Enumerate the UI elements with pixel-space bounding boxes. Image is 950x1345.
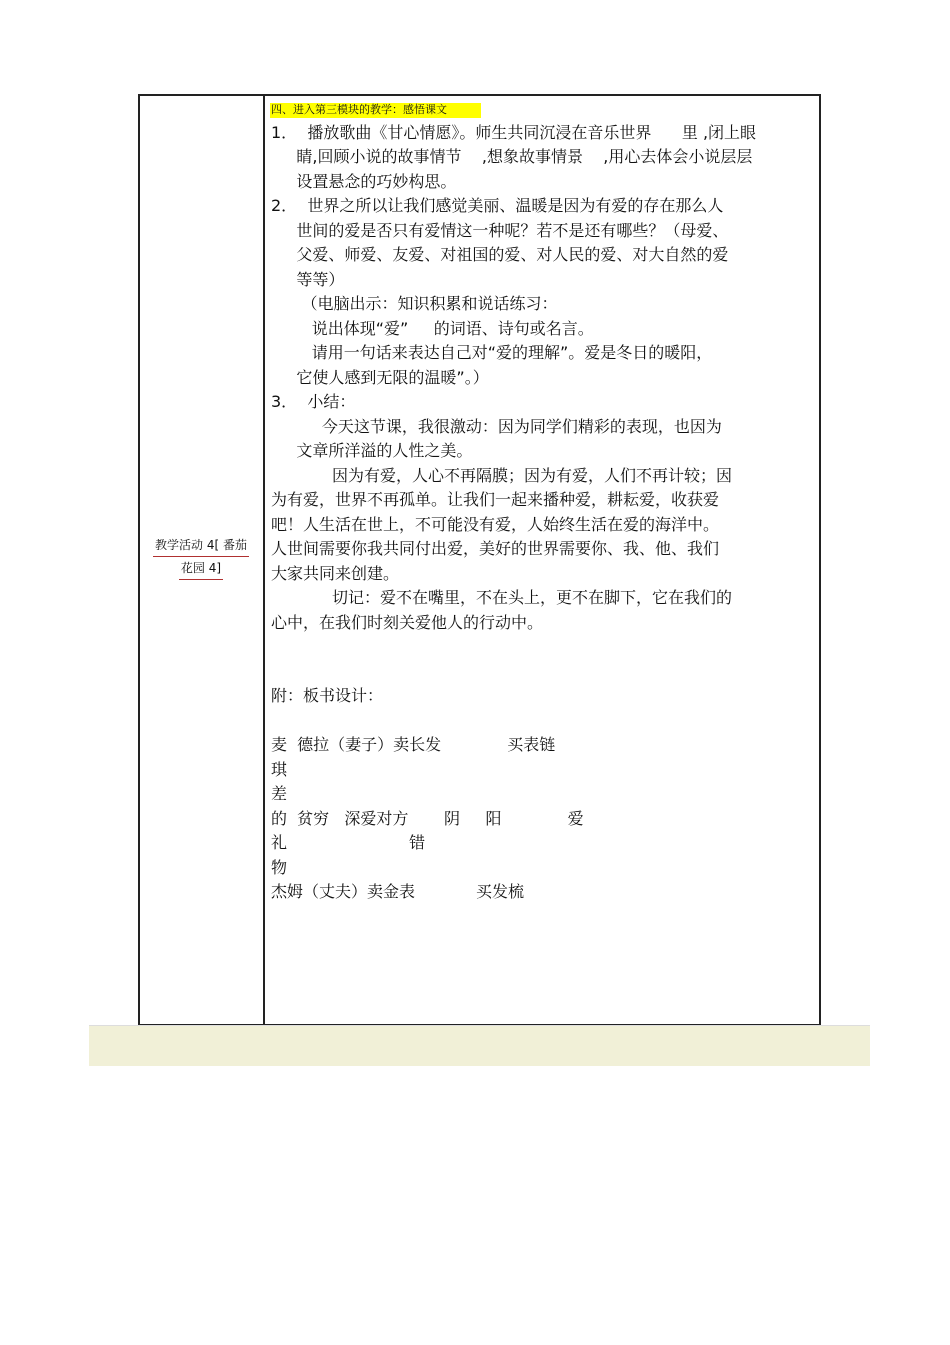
activity-label-line2: 花园 4]: [179, 557, 223, 580]
body-line: 世间的爱是否只有爱情这一种呢？若不是还有哪些？（母爱、: [271, 220, 729, 240]
board-line: 杰姆（丈夫）卖金表 买发梳: [271, 882, 525, 901]
board-line: 的 贫穷 深爱对方 阴 阳 爱: [271, 808, 584, 828]
body-line: 因为有爱，人心不再隔膜；因为有爱，人们不再计较；因: [271, 465, 733, 485]
body-line: 吧！人生活在世上，不可能没有爱，人始终生活在爱的海洋中。: [271, 514, 720, 534]
body-line: 请用一句话来表达自己对“爱的理解”。爱是冬日的暖阳，: [271, 343, 713, 362]
body-line: [271, 635, 811, 660]
footer-band: [89, 1025, 870, 1066]
activity-label: [143, 534, 259, 580]
body-line: 人世间需要你我共同付出爱，美好的世界需要你、我、他、我们: [271, 539, 720, 558]
board-line: 物: [271, 857, 288, 877]
board-line: 差: [271, 784, 288, 803]
body-line: 附：板书设计：: [271, 686, 384, 705]
board-line: 麦 德拉（妻子）卖长发 买表链: [271, 735, 556, 754]
lesson-table: [138, 94, 821, 1026]
body-line: 1． 播放歌曲《甘心情愿》。师生共同沉浸在音乐世界 里 ,闭上眼: [271, 122, 757, 142]
body-line: [271, 660, 811, 685]
section-heading: 四、进入第三模块的教学：感悟课文: [270, 103, 481, 118]
board-line: 琪: [271, 759, 288, 779]
body-line: 2． 世界之所以让我们感觉美丽、温暖是因为有爱的存在那么人: [271, 196, 724, 215]
board-line: 礼 错: [271, 833, 426, 852]
body-line: （电脑出示：知识积累和说话练习：: [271, 294, 558, 313]
body-line: 说出体现“爱” 的词语、诗句或名言。: [271, 318, 594, 338]
board-design: [271, 733, 811, 905]
activity-label-line1: 教学活动 4[ 番茄: [153, 534, 249, 557]
body-line: 文章所洋溢的人性之美。: [271, 441, 473, 460]
body-line: 父爱、师爱、友爱、对祖国的爱、对人民的爱、对大自然的爱: [271, 245, 729, 264]
body-line: 切记：爱不在嘴里，不在头上，更不在脚下，它在我们的: [271, 588, 733, 607]
body-line: 今天这节课，我很激动：因为同学们精彩的表现，也因为: [271, 416, 722, 436]
body-line: 等等）: [271, 269, 345, 289]
body-line: 设置悬念的巧妙构思。: [271, 171, 457, 191]
body-line: 3． 小结：: [271, 392, 356, 411]
body-line: 大家共同来创建。: [271, 563, 400, 583]
body-line: 它使人感到无限的温暖”。）: [271, 367, 489, 387]
body-line: 心中，在我们时刻关爱他人的行动中。: [271, 612, 544, 632]
body-line: 睛,回顾小说的故事情节 ,想象故事情景 ,用心去体会小说层层: [271, 147, 753, 166]
body-line: [271, 709, 811, 734]
lesson-content: [271, 96, 811, 1024]
column-divider: [263, 96, 265, 1024]
body-text: [271, 121, 811, 734]
body-line: 为有爱，世界不再孤单。让我们一起来播种爱，耕耘爱，收获爱: [271, 490, 720, 509]
